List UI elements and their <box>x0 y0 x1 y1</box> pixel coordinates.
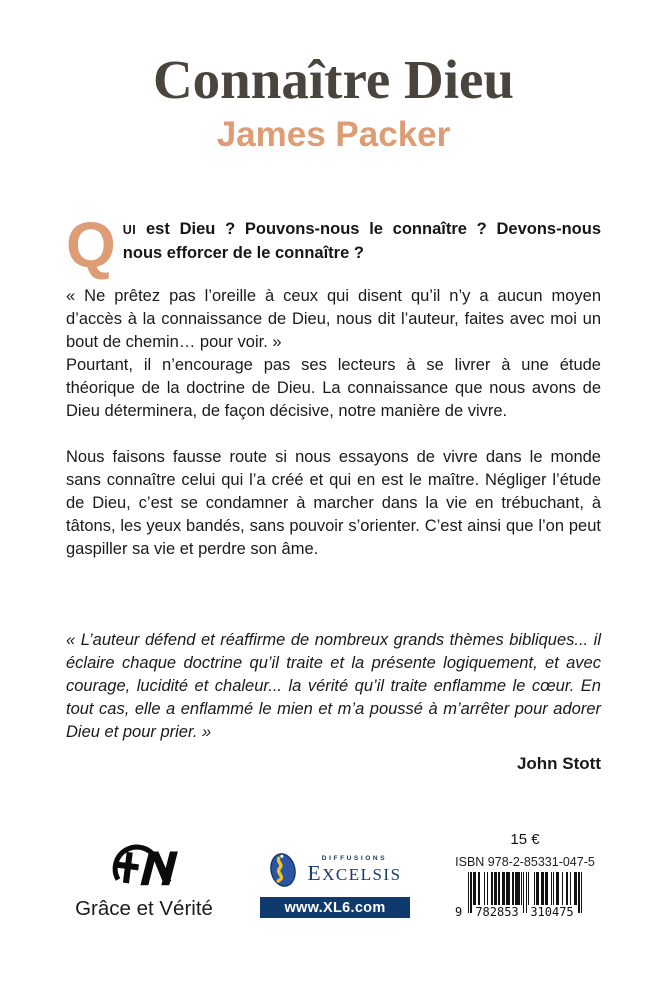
price: 15 € <box>510 831 540 848</box>
ean-bar <box>545 872 549 905</box>
commerce-block <box>455 831 595 922</box>
ean-bar <box>581 872 582 913</box>
ean-bar <box>515 872 520 905</box>
ean-bar <box>528 872 529 905</box>
ean-bar <box>523 872 524 913</box>
ean-bar <box>562 872 563 905</box>
ean-bar <box>541 872 543 905</box>
lead-text: est Dieu ? Pouvons-nous le connaître ? Devons-nous nous efforcer de le connaître ? <box>122 220 601 262</box>
ean-bar <box>553 872 554 905</box>
ean-bar <box>468 872 469 913</box>
ean-bar <box>526 872 527 913</box>
excelsis-name: EXCELSIS <box>307 861 402 886</box>
publisher-excelsis <box>260 851 410 918</box>
publisher-name: Grâce et Vérité <box>75 897 213 920</box>
endorsement-quote: « L’auteur défend et réaffirme de nombreux grands thèmes bibliques... il éclaire chaque doctrine qu’il traite et la présente logiquement, et avec courage, lucidité et chaleur... la vérité qu’il traite enflamme le cœur. En tout cas, elle a enflammé le mien et m’a poussé à m’arrêter pour adorer Dieu et pour prier. » <box>66 631 601 741</box>
ean-bar <box>494 872 496 905</box>
ean-bar <box>551 872 552 905</box>
blurb-paragraph-3: Nous faisons fausse route si nous essayons de vivre dans le monde sans connaître celui qui l’a créé et qui en est le maître. Négliger l’étude de Dieu, c’est se condamner à marcher dans la vie en trébuchant, à tâtons, les yeux bandés, sans pouvoir s’orienter. C’est ainsi que l’on peut gaspiller sa vie et perdre son âme. <box>66 448 601 558</box>
lead-question <box>66 209 601 281</box>
ean-bar <box>566 872 567 905</box>
cross-arc-monogram-icon <box>60 842 228 894</box>
book-author: James Packer <box>216 115 451 154</box>
endorsement-block <box>66 629 601 774</box>
blurb-section <box>0 209 667 774</box>
ean-digit-group: 310475 <box>530 905 574 919</box>
excelsis-logo-row <box>260 851 410 889</box>
excelsis-diffusions-label: DIFFUSIONS <box>321 855 388 863</box>
blurb-paragraph-2: Pourtant, il n’encourage pas ses lecteurs à se livrer à une étude théorique de la doctrine de Dieu. La connaissance que nous avons de Dieu déterminera, de façon décisive, notre manière de vivre. <box>66 356 601 420</box>
lead-smallcaps: UI <box>122 223 137 237</box>
ean-barcode <box>455 872 582 922</box>
ean-bar <box>473 872 477 905</box>
ean-bar <box>506 872 510 905</box>
ean-bar <box>487 872 488 905</box>
ean-digit-group: 9 <box>455 905 463 919</box>
endorsement-attribution: John Stott <box>516 754 601 773</box>
ean-bar <box>502 872 506 905</box>
excelsis-website: www.XL6.com <box>260 897 410 918</box>
ean-bar <box>512 872 513 905</box>
excelsis-oval-swirl-icon <box>268 851 298 889</box>
isbn-label: ISBN 978-2-85331-047-5 <box>455 855 595 869</box>
ean-bar <box>498 872 500 905</box>
publisher-grace-et-verite <box>60 842 228 921</box>
ean-bar <box>570 872 571 905</box>
ean-bar <box>521 872 522 905</box>
ean-bar <box>556 872 560 905</box>
ean-bar <box>574 872 578 905</box>
ean-bar <box>470 872 471 913</box>
ean-digit-group: 782853 <box>475 905 519 919</box>
ean-bar <box>578 872 579 913</box>
dropcap-q: Q <box>66 209 116 281</box>
ean-bar <box>484 872 485 905</box>
excelsis-wordmark <box>307 855 401 885</box>
ean-bar <box>536 872 538 905</box>
blurb-paragraph-1: « Ne prêtez pas l’oreille à ceux qui disent qu’il n’y a aucun moyen d’accès à la connaissance de Dieu, nous dit l’auteur, faites avec moi un bout de chemin… pour voir. » <box>66 287 601 351</box>
book-title: Connaître Dieu <box>152 49 515 110</box>
ean-bar <box>491 872 493 905</box>
ean-bar <box>534 872 535 905</box>
ean-bar <box>478 872 480 905</box>
